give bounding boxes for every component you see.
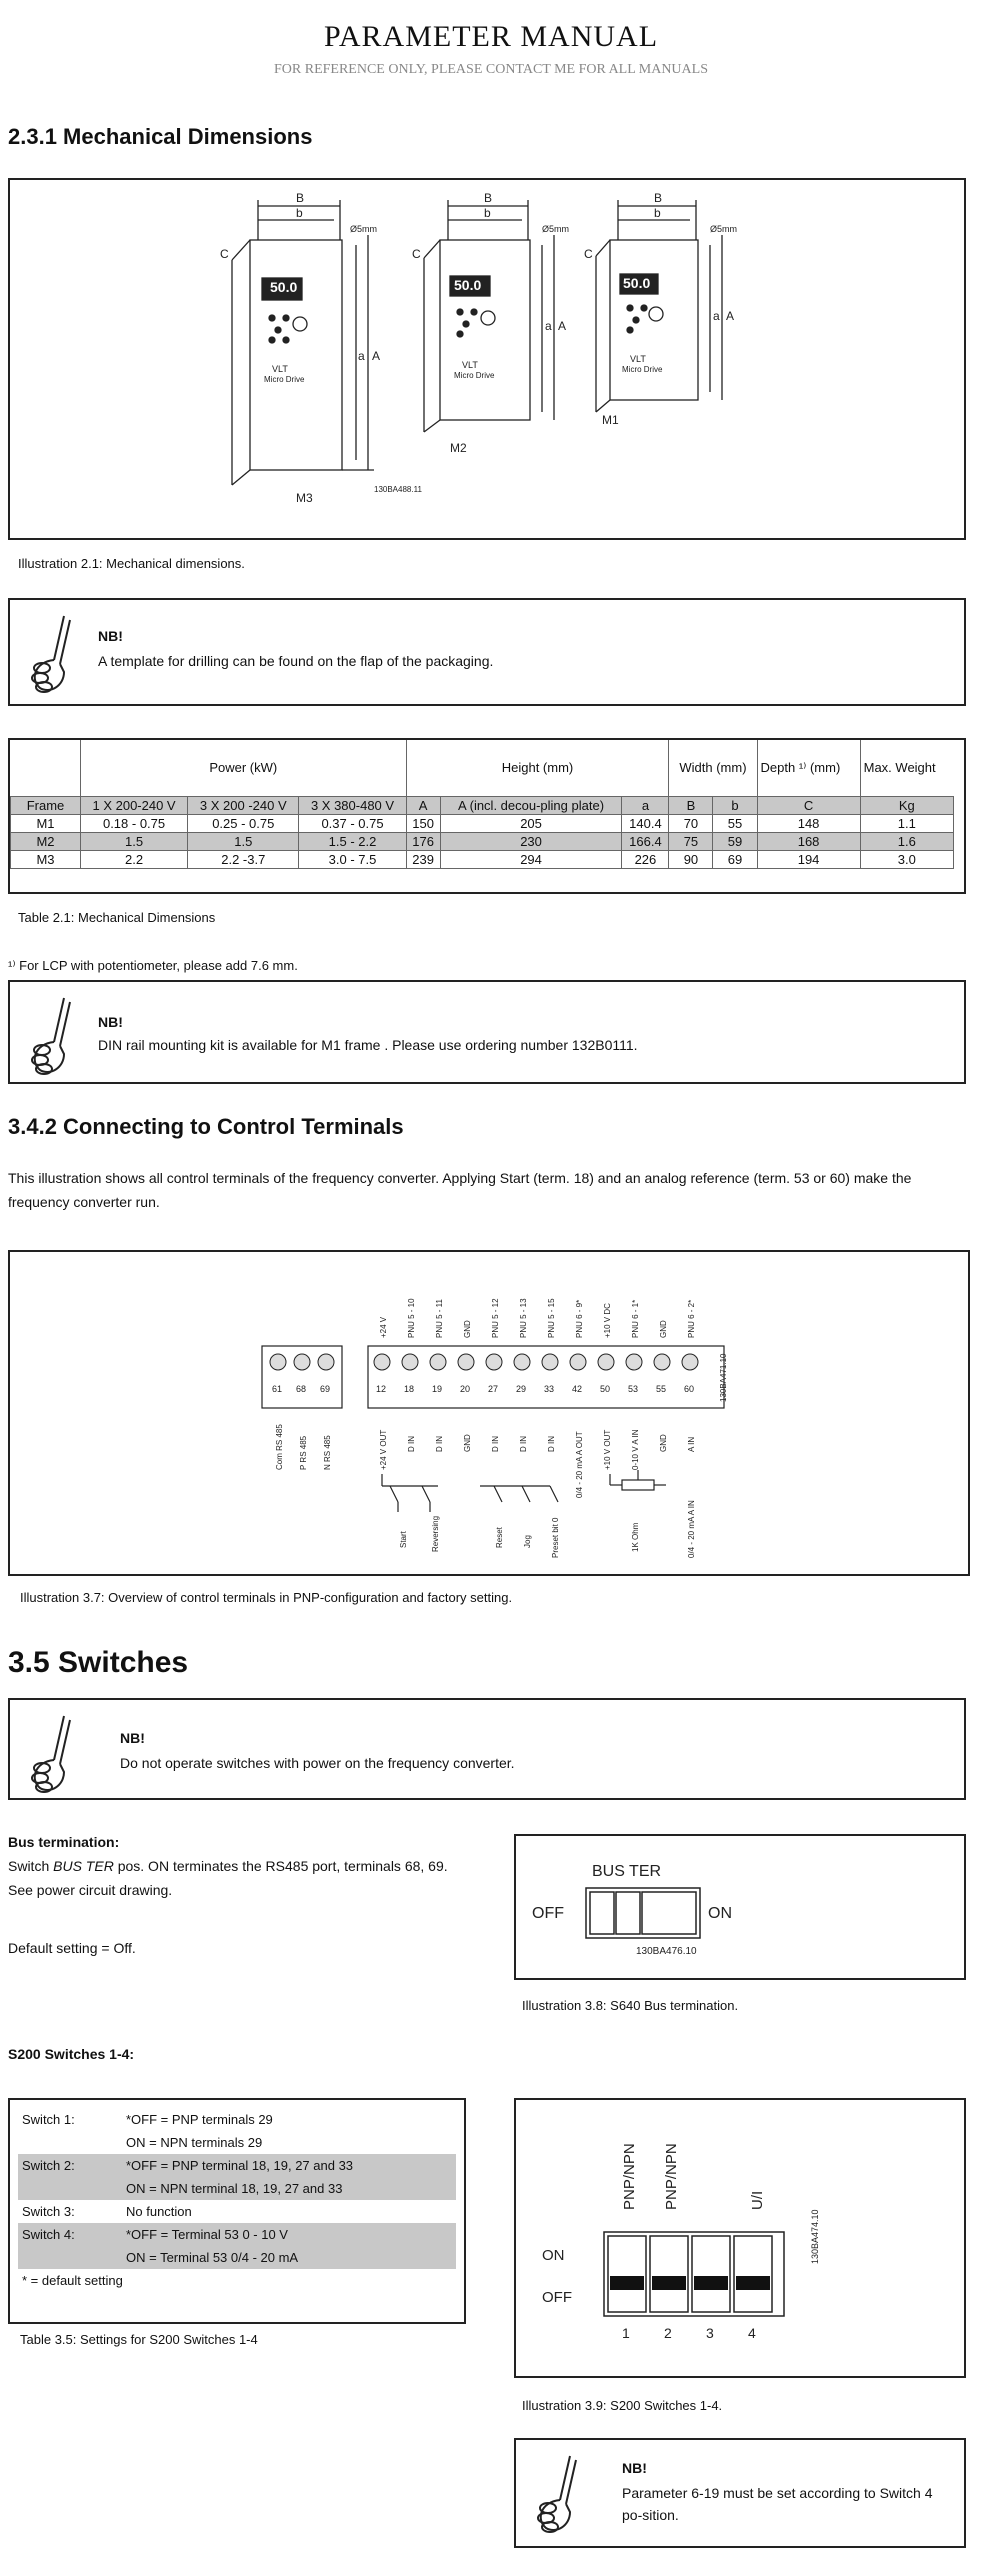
display-m1: 50.0 (623, 275, 651, 291)
dim-A-m3: A (372, 349, 381, 363)
header-weight: Max. Weight (860, 740, 953, 796)
svg-text:55: 55 (656, 1384, 667, 1394)
note-text: Parameter 6-19 must be set according to Switch 4 po-sition. (622, 2485, 933, 2523)
svg-text:1K Ohm: 1K Ohm (631, 1522, 640, 1552)
svg-text:+24 V OUT: +24 V OUT (379, 1429, 388, 1470)
page-header-subtitle: FOR REFERENCE ONLY, PLEASE CONTACT ME FOR ALL MANUALS (274, 62, 708, 77)
section-title-3-5: 3.5 Switches (8, 1646, 189, 1679)
note-text: DIN rail mounting kit is available for M1 frame . Please use ordering number 132B0111. (98, 1037, 638, 1053)
bus-termination-illustration (514, 1834, 966, 1980)
cell: 1.5 - 2.2 (299, 832, 406, 850)
svg-text:0/4 - 20 mA A IN: 0/4 - 20 mA A IN (687, 1500, 696, 1558)
cell: 140.4 (622, 814, 669, 832)
dim-b-m2: b (484, 206, 491, 220)
svg-text:69: 69 (320, 1384, 331, 1394)
cell: 176 (406, 832, 440, 850)
bus-switch-code: 130BA476.10 (636, 1946, 697, 1957)
table-row (18, 2131, 456, 2154)
cell: ON = Terminal 53 0/4 - 20 mA (122, 2246, 456, 2269)
svg-text:42: 42 (572, 1384, 583, 1394)
svg-text:Reversing: Reversing (431, 1515, 440, 1552)
svg-text:+24 V: +24 V (379, 1316, 388, 1338)
table-row (18, 2223, 456, 2246)
header-depth: Depth ¹⁾ (mm) (757, 740, 860, 796)
table-row (18, 2108, 456, 2131)
mech-illustration-caption: Illustration 2.1: Mechanical dimensions. (18, 556, 245, 571)
header-power: Power (kW) (81, 740, 407, 796)
note-title: NB! (98, 1014, 123, 1030)
svg-text:PNU 5 - 11: PNU 5 - 11 (435, 1299, 444, 1338)
hand-note-icon (24, 1710, 84, 1796)
bus-termination-caption: Illustration 3.8: S640 Bus termination. (522, 1998, 739, 2013)
cell: 55 (713, 814, 757, 832)
dimensions-table-caption: Table 2.1: Mechanical Dimensions (18, 910, 216, 925)
sub-A: A (406, 796, 440, 814)
cell: M1 (11, 814, 81, 832)
svg-text:PNU 6 - 2*: PNU 6 - 2* (687, 1299, 696, 1338)
svg-text:0-10 V A IN: 0-10 V A IN (631, 1429, 640, 1470)
svg-text:GND: GND (463, 1434, 472, 1452)
cell: 2.2 (81, 850, 188, 868)
svg-text:PNU 5 - 12: PNU 5 - 12 (491, 1298, 500, 1338)
svg-text:PNU 5 - 10: PNU 5 - 10 (407, 1298, 416, 1338)
table-row (18, 2269, 456, 2292)
dimensions-table (10, 740, 954, 869)
table-row (11, 832, 954, 850)
hand-note-icon (24, 610, 84, 696)
bus-termination-heading: Bus termination: (8, 1834, 120, 1850)
cell: 70 (669, 814, 713, 832)
frame-label-m3: M3 (296, 491, 313, 505)
cell: 194 (757, 850, 860, 868)
cell (18, 2131, 122, 2154)
cell: 1.6 (860, 832, 953, 850)
cell: 59 (713, 832, 757, 850)
dim-a-m2: a (545, 319, 552, 333)
cell: 150 (406, 814, 440, 832)
svg-text:GND: GND (463, 1320, 472, 1338)
section-title-2-3-1: 2.3.1 Mechanical Dimensions (8, 124, 313, 149)
bus-text-part: pos. ON terminates the RS485 port, terminals 68, 69. (113, 1858, 448, 1874)
svg-text:D IN: D IN (519, 1436, 528, 1452)
svg-text:61: 61 (272, 1384, 283, 1394)
note-parameter-6-19 (514, 2438, 966, 2548)
terminal-function-labels (399, 1500, 696, 1558)
svg-text:68: 68 (296, 1384, 307, 1394)
cell: 226 (622, 850, 669, 868)
sub-3x380: 3 X 380-480 V (299, 796, 406, 814)
svg-text:D IN: D IN (407, 1436, 416, 1452)
sub-3x200: 3 X 200 -240 V (188, 796, 299, 814)
svg-text:Reset: Reset (495, 1527, 504, 1548)
note-din-rail (8, 980, 966, 1084)
mechanical-drawing (10, 180, 964, 538)
cell: 230 (440, 832, 622, 850)
bus-switch-on: ON (708, 1905, 732, 1922)
cell: M3 (11, 850, 81, 868)
cell: 75 (669, 832, 713, 850)
terminal-numbers (272, 1384, 694, 1394)
bus-switch-drawing (516, 1836, 964, 1978)
s200-heading: S200 Switches 1-4: (8, 2046, 135, 2062)
sub-B: B (669, 796, 713, 814)
bus-switch-off: OFF (532, 1905, 564, 1922)
brand-m1: VLT (630, 354, 646, 364)
note-text: A template for drilling can be found on the flap of the packaging. (98, 653, 494, 669)
header-width: Width (mm) (669, 740, 757, 796)
dim-B-m2: B (484, 191, 493, 205)
model-m2: Micro Drive (454, 371, 495, 380)
cell: *OFF = PNP terminal 18, 19, 27 and 33 (122, 2154, 456, 2177)
page-header-title: PARAMETER MANUAL (323, 20, 659, 53)
model-m1: Micro Drive (622, 365, 663, 374)
cell: 2.2 -3.7 (188, 850, 299, 868)
s200-table-caption: Table 3.5: Settings for S200 Switches 1-4 (20, 2332, 258, 2347)
svg-text:D IN: D IN (435, 1436, 444, 1452)
dim-C-m3: C (220, 247, 229, 261)
cell: 69 (713, 850, 757, 868)
svg-text:33: 33 (544, 1384, 555, 1394)
sub-1x200: 1 X 200-240 V (81, 796, 188, 814)
svg-text:GND: GND (659, 1434, 668, 1452)
switch-num-2: 2 (664, 2325, 672, 2341)
cell: 294 (440, 850, 622, 868)
switch-1-label: PNP/NPN (621, 2143, 638, 2210)
note-switch-power (8, 1698, 966, 1800)
s200-code: 130BA474.10 (810, 2209, 820, 2264)
display-m3: 50.0 (270, 279, 298, 295)
cell: No function (126, 2204, 192, 2219)
cell: *OFF = PNP terminals 29 (126, 2112, 273, 2127)
svg-text:19: 19 (432, 1384, 443, 1394)
cell: 1.1 (860, 814, 953, 832)
svg-text:+10 V OUT: +10 V OUT (603, 1429, 612, 1470)
dim-hole-m3: Ø5mm (350, 224, 377, 234)
svg-text:130BA471.10: 130BA471.10 (719, 1353, 728, 1402)
hand-note-icon (530, 2450, 590, 2536)
dim-b-m1: b (654, 206, 661, 220)
cell: *OFF = Terminal 53 0 - 10 V (122, 2223, 456, 2246)
display-m2: 50.0 (454, 277, 482, 293)
dim-C-m2: C (412, 247, 421, 261)
control-terminals-paragraph: This illustration shows all control terminals of the frequency converter. Applying Start (term. 18) and an analog reference (term. 53 or 60) make the frequency converter run. (8, 1170, 912, 1210)
dim-A-m1: A (726, 309, 735, 323)
bus-termination-text (8, 1854, 508, 1902)
terminal-screws (270, 1354, 698, 1370)
section-title-3-4-2: 3.4.2 Connecting to Control Terminals (8, 1114, 404, 1139)
bus-default-setting: Default setting = Off. (8, 1940, 136, 1956)
control-terminals-illustration (8, 1250, 970, 1576)
cell: ON = NPN terminals 29 (126, 2135, 263, 2150)
switch-4-label: U/I (749, 2190, 766, 2210)
table-row (11, 814, 954, 832)
frame-label-m2: M2 (450, 441, 467, 455)
dim-A-m2: A (558, 319, 567, 333)
dim-b-m3: b (296, 206, 303, 220)
cell (18, 2177, 122, 2200)
table-subheader-row (11, 796, 954, 814)
control-terminals-caption: Illustration 3.7: Overview of control terminals in PNP-configuration and factory setting. (20, 1590, 513, 1605)
svg-text:Com RS 485: Com RS 485 (275, 1424, 284, 1470)
dim-B-m3: B (296, 191, 305, 205)
table-row (18, 2154, 456, 2177)
dimensions-footnote: ¹⁾ For LCP with potentiometer, please add 7.6 mm. (8, 958, 298, 973)
cell: 0.25 - 0.75 (188, 814, 299, 832)
svg-text:Start: Start (399, 1531, 408, 1548)
cell: 168 (757, 832, 860, 850)
svg-text:50: 50 (600, 1384, 611, 1394)
header-height: Height (mm) (406, 740, 669, 796)
note-drilling-template (8, 598, 966, 706)
dim-C-m1: C (584, 247, 593, 261)
svg-text:PNU 6 - 9*: PNU 6 - 9* (575, 1299, 584, 1338)
cell: Switch 1: (22, 2112, 75, 2127)
sub-A-incl: A (incl. decou-pling plate) (440, 796, 622, 814)
switch-2-label: PNP/NPN (663, 2143, 680, 2210)
svg-text:PNU 5 - 13: PNU 5 - 13 (519, 1298, 528, 1338)
cell: Switch 3: (22, 2204, 75, 2219)
cell: M2 (11, 832, 81, 850)
sub-kg: Kg (860, 796, 953, 814)
dim-hole-m1: Ø5mm (710, 224, 737, 234)
s200-switches-illustration (514, 2098, 966, 2378)
svg-text:27: 27 (488, 1384, 499, 1394)
svg-text:60: 60 (684, 1384, 695, 1394)
s200-settings-table-frame (8, 2098, 466, 2324)
s200-off-label: OFF (542, 2289, 572, 2306)
cell: Switch 2: (18, 2154, 122, 2177)
s200-switch-drawing (516, 2100, 964, 2376)
cell: 1.5 (81, 832, 188, 850)
cell: Switch 4: (18, 2223, 122, 2246)
svg-text:Preset bit 0: Preset bit 0 (551, 1517, 560, 1558)
svg-text:12: 12 (376, 1384, 387, 1394)
frame-label-m1: M1 (602, 413, 619, 427)
dim-B-m1: B (654, 191, 663, 205)
drive-m3 (232, 200, 374, 485)
table-row (11, 850, 954, 868)
note-title: NB! (120, 1730, 145, 1746)
terminal-wiring (382, 1470, 666, 1512)
dim-a-m3: a (358, 349, 365, 363)
table-row (18, 2177, 456, 2200)
s200-settings-table (18, 2108, 456, 2292)
bus-switch-label: BUS TER (592, 1863, 662, 1880)
sub-frame: Frame (11, 796, 81, 814)
svg-text:Jog: Jog (523, 1535, 532, 1548)
cell: 3.0 - 7.5 (299, 850, 406, 868)
cell: 239 (406, 850, 440, 868)
sub-C: C (757, 796, 860, 814)
cell: 0.18 - 0.75 (81, 814, 188, 832)
svg-text:20: 20 (460, 1384, 471, 1394)
cell: * = default setting (22, 2273, 123, 2288)
cell: 166.4 (622, 832, 669, 850)
s200-illustration-caption: Illustration 3.9: S200 Switches 1-4. (522, 2398, 723, 2413)
switch-num-4: 4 (748, 2325, 756, 2341)
brand-m3: VLT (272, 364, 288, 374)
terminal-bottom-labels (275, 1424, 696, 1498)
cell: 1.5 (188, 832, 299, 850)
note-title: NB! (98, 628, 123, 644)
dim-a-m1: a (713, 309, 720, 323)
cell: 148 (757, 814, 860, 832)
mechanical-dimensions-illustration (8, 178, 966, 540)
dim-hole-m2: Ø5mm (542, 224, 569, 234)
note-text: Do not operate switches with power on the frequency converter. (120, 1755, 515, 1771)
svg-text:D IN: D IN (547, 1436, 556, 1452)
switch-num-1: 1 (622, 2325, 630, 2341)
bus-text-part: Switch (8, 1858, 54, 1874)
cell: 0.37 - 0.75 (299, 814, 406, 832)
bus-text-italic: BUS TER (53, 1858, 114, 1874)
sub-a: a (622, 796, 669, 814)
drive-m2 (424, 200, 554, 432)
svg-text:PNU 5 - 15: PNU 5 - 15 (547, 1298, 556, 1338)
cell (18, 2246, 122, 2269)
cell: 3.0 (860, 850, 953, 868)
terminal-diagram (10, 1252, 968, 1574)
svg-text:D IN: D IN (491, 1436, 500, 1452)
hand-note-icon (24, 992, 84, 1078)
svg-text:PNU 6 - 1*: PNU 6 - 1* (631, 1299, 640, 1338)
bus-text-line2: See power circuit drawing. (8, 1882, 173, 1898)
sub-b: b (713, 796, 757, 814)
svg-text:GND: GND (659, 1320, 668, 1338)
svg-text:P RS 485: P RS 485 (299, 1435, 308, 1470)
cell: 205 (440, 814, 622, 832)
svg-text:18: 18 (404, 1384, 415, 1394)
svg-text:N RS 485: N RS 485 (323, 1435, 332, 1470)
model-m3: Micro Drive (264, 375, 305, 384)
svg-text:53: 53 (628, 1384, 639, 1394)
svg-text:0/4 - 20 mA A OUT: 0/4 - 20 mA A OUT (575, 1431, 584, 1498)
svg-text:+10 V DC: +10 V DC (603, 1303, 612, 1338)
svg-text:29: 29 (516, 1384, 527, 1394)
table-corner (11, 740, 81, 796)
switch-num-3: 3 (706, 2325, 714, 2341)
note-title: NB! (622, 2460, 647, 2476)
brand-m2: VLT (462, 360, 478, 370)
drawing-code: 130BA488.11 (374, 485, 422, 494)
s200-on-label: ON (542, 2247, 565, 2264)
svg-text:A IN: A IN (687, 1436, 696, 1452)
drive-m1 (596, 200, 722, 412)
cell: ON = NPN terminal 18, 19, 27 and 33 (122, 2177, 456, 2200)
table-row (18, 2246, 456, 2269)
cell: 90 (669, 850, 713, 868)
table-row (18, 2200, 456, 2223)
